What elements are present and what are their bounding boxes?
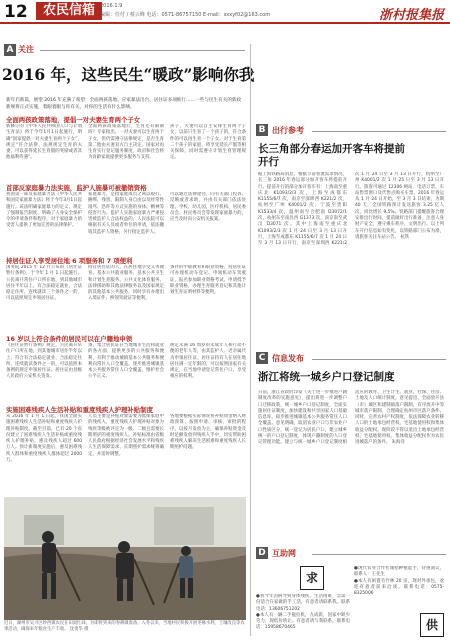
photo-caption [4, 621, 246, 633]
list-item: ●我今年因病导致身体残疾，生活困难，急需一份适合在家做的手工活，有意者请联系我。联系电话：13606751202 [256, 594, 350, 612]
section-title: 农民信箱 [36, 2, 102, 20]
article-text: 家庭暴力，是指家庭成员之间以殴打、捆绑、残害、限制人身自由以及经常性谩骂、恐吓等方式实施的身体、精神等侵害行为。监护人实施家庭暴力严重侵害被监护人合法权益的，人民法院可以根据有关人员或者单位的申请，依法撤销其监护人资格，另行指定监护人。 [88, 192, 164, 235]
masthead-logo: 浙村报集报 [378, 8, 444, 23]
issue-date: 2016.1.9 [100, 3, 123, 9]
section-tag-a: A [4, 44, 16, 56]
article-text: 规定未满 16 周岁的未成年人和行动不便的老年人等，由其监护人、近亲属代为申领居住证。居住证持有人在居住地居住满一定年限的，可以按照国家有关规定，在当地申请登记常住户口，享受相应的权利。 [170, 343, 246, 380]
article-text: 我国第一部反家庭暴力法《中华人民共和国反家庭暴力法》将于今年3月1日起施行。该法明确家庭暴力的定义，规定了强制报告制度，明确了人身安全保护令的申请条件和程序，对于家庭暴力的受害人提供了更加完善的法律保护。 [6, 192, 82, 229]
article-text: 新修订的《中华人民共和国人口与计划生育法》将于今年1月1日起施行，明确“国家提倡一对夫妻生育两个子女”，规定“符合法律、法规规定生育的夫妻，可以获得延长生育假的奖励或者其他福利待遇”。 [6, 124, 82, 161]
subhead-apply-age: 16 岁以上符合条件的居民可以在户籍地申领 [6, 335, 133, 343]
article-body-c: 日前，浙江省政府印发《关于进一步推进户籍制度改革的实施意见》，提出将进一步调整户口迁移政策，统一城乡户口登记制度，全面实施居住证制度，加快建设和共享国家人口基础信息库，稳步推进城镇基本公共服务常住人口全覆盖。意见明确，取消农业户口与非农业户口性质区分，统一登记为居民户口，建立城乡统一的户口登记制度，体现户籍制度的人口登记管理功能。建立与统一城乡户口登记制度相适应的教育、卫生计生、就业、社保、住房、土地及人口统计制度。意见提出，全面放开县（市）城区和建制镇落户限制，有序放开中等城市落户限制，合理确定杭州市区落户条件。同时，完善农村产权制度，依法保障农业转移人口的土地承包经营权、宅基地使用权和集体收益分配权，现阶段不得以退出土地承包经营权、宅基地使用权、集体收益分配权作为农民进城落户的条件。 [258, 390, 444, 446]
article-author-b: 杭铁 [400, 234, 410, 240]
divider [40, 50, 245, 51]
seek-badge: 求 [300, 566, 324, 590]
list-item: ●本人有闲置毛竹林 20 亩，现对外承包，欢迎有意者前来洽谈。联系电话：0575-8325006 [354, 578, 444, 597]
section-label-c: 信息发布 [272, 354, 304, 363]
article-text: 《居住证暂行条例》规定，公民离开常住户口所在地，到其他城市居住半年以上，符合有合法稳定就业、合法稳定住所、连续就读条件之一的，可以依照本条例的规定申领居住证。居住证由县级人民政府公安机关签发。 [6, 343, 82, 380]
subhead-domestic-violence-law: 首部反家庭暴力法实施，监护人施暴可被撤销资格 [6, 184, 147, 192]
section-tag-b: B [256, 124, 268, 136]
section-label-d: 互助网 [272, 549, 296, 558]
article-text: 从 2016 年 1 月 1 日起，我国全面实施困难残疾人生活补贴和重度残疾人护理补贴制度。截至目前，已有 20 个省份建立了困难残疾人生活补贴或重度残疾人护理补贴，惠及残疾人超过 600 万人。预计新制度实施后，惠及困难残疾人群体和重度残疾人群体超过 2000 万。 [6, 414, 82, 464]
photographer-credit: 沈勇华 摄 [69, 627, 89, 632]
section-tag-d: D [256, 547, 268, 559]
article-text: 条，集合居民证在当地城市生活和就业的各方面，提供更多的公共服务和便利，有利于推动城镇基本公共服务和便利向常住人口全覆盖，逐步推进城镇基本公共服务常住人口全覆盖，维护社会公平正义。 [88, 343, 164, 380]
list-item: ●本人有一辆二手拖拉机，九成新，因家中缺少劳力，现低价转让。有意者请与我联系。联系电话：15958670465 [256, 612, 350, 631]
article-text: 条件的中职教育和职业资格，持居住证可办理机动车登记、申领机动车驾驶证，报名参加职业资格考试、申请授予职业资格，办理生育服务登记和其他计划生育证明材料等便利。 [170, 265, 246, 296]
subhead-residence-permit: 持居住证人享受居住地 6 项服务和 7 项便利 [6, 257, 133, 265]
section-label-a: 关注 [18, 45, 34, 54]
intro-paragraph: 新年启新篇，展望 2016 年充满了希望：全面两孩落地、应家暴法出台、居住证多项推行……一些与民生有关的新政新规将正式实施，着眼着眼与你有关，对你的生活有什么影响。 [6, 98, 242, 110]
section-label-b: 出行参考 [272, 126, 304, 135]
article-headline-b: 长三角部分春运加开客车将提前开行 [258, 143, 405, 168]
article-text: 孩子，夫妻可以自主安排生育两个子女，以前只生育了一个孩子的，符合条件的可以再生育一个子女。对于生育第二个孩子的家庭，将享受延长产假等相关保障，同时需遵守计划生育管理规定。 [170, 124, 246, 161]
section-tag-c: C [256, 352, 268, 364]
column-divider [250, 44, 251, 636]
divider [312, 554, 446, 555]
offer-badge: 供 [420, 613, 444, 637]
article-author-c: 朱海洋 [391, 440, 405, 446]
article-text: 全面两孩政策落地后，生育还有限制吗？专家指出，一对夫妻可以生育两个子女，但仍需遵守法律规定，是否生育第二胎由夫妻双方自主决定。国家对再生育实行登记服务制度，政府和社会将为育龄家庭提供更多服务与支持。 [88, 124, 164, 161]
page-header [0, 0, 450, 24]
article-headline-c: 浙江将统一城乡户口登记制度 [258, 371, 395, 383]
article-text: 各地要根据实际情况将补贴资金纳入财政预算，按照申请、审核、审批的程序，以按月发放为主，确保补贴资金及时足额发放到残疾人手中，切实帮助困难残疾人解决生活困难和重度残疾人长期照护问题。 [170, 414, 246, 451]
article-text: 可以通过法律途径，向有关部门投诉、反映或者求助，并由有关部门依法处理。学校、幼儿园、医疗机构、居民委员会、村民委员会等发现家庭暴力的，应当及时向公安机关报案。 [170, 192, 246, 223]
subhead-disability-subsidy: 实施困难残疾人生活补贴和重度残疾人护理补贴制度 [6, 406, 153, 414]
article-text-b [258, 172, 444, 348]
article-body-b: 据上海铁路局消息，根据节前客流需求情况，长三角 2016 年春运部分加开客车将提前开行。提前开行的部分加开客车有：上海南至重庆北 K1093/2/3 次，上海至成都东 K1155/6/7 次，南京至深圳西 K221/2 次，杭州至广州 K4001/2 次，宁波至贵阳 K1533/4 次，温州南至合肥南 D3072/1 次，杭州东至南昌西 G1373 次，南京南至武汉 D3071 次。其中上海南至重庆北 K1093/2/3 次 1 月 24 日至 3 月 13 日开行，上海至成都东 K1155/6/7 次 1 月 24 日至 3 月 13 日开行，南京至深圳西 K221/2 次 1 月 24 日至 3 月 13 日开行，杭州至广州 K4001/2 次 1 月 25 日至 3 月 13 日开行。旅客可通过 12306 网站、电话订票、车站售票窗口及代售点购买车票。2016 年春运从 1 月 24 日开始，至 3 月 3 日结束，为期 40 天。全国铁路预计发送旅客 3.25 亿人次，同比增长 9.5%。铁路部门提醒旅客合理安排出行时间，提前做好出行准备，注意人身财产安全，遵守乘车秩序，文明出行。以上列车开行信息如有变化，以铁路部门公布为准，请旅客关注车站公告。 [258, 172, 444, 247]
main-headline: 2016 年，这些民生“暖政”影响你我 [2, 65, 255, 84]
divider [312, 359, 446, 360]
offer-listings [354, 566, 444, 616]
article-text: 持有居住证的人，在居住地享受义务教育、基本公共就业服务、基本公共卫生和计划生育服务、公共文化体育服务、法律援助和其他法律服务以及国家规定的其他基本公共服务，同时享有办理出入境证件、换领驾驶证等便利。 [88, 265, 164, 302]
editor-contact: 编辑：任付 / 蔡云峰 电话：0571-86757150 E-mail：sxxyf02@163.com [100, 12, 271, 18]
farmers-field-illustration [4, 497, 246, 620]
page-number: 12 [4, 2, 28, 22]
seek-listings [256, 594, 350, 636]
article-text: 人员主要是补贴对象需要为低保家庭中的残疾人，重度残疾人护理补贴对象为残疾等级被评定为一级、二级且需要长期照护的重度残疾人。补贴标准由省级人民政府根据经济社会发展水平和残疾人生活保障需求、长期照护需求统筹确定，并适时调整。 [88, 414, 164, 457]
list-item: ●现代农业合作社诚招种植能手，待遇面议，联系人：王先生 [354, 566, 444, 578]
article-text: 国务院 2015 年 12 月公布的《居住证暂行条例》，于今年 1 月 1 日起施行。公民离开常住户口所在地，到其他城市居住半年以上，有合法稳定就业、合法稳定住所、连续就读三个条件之一的，可以依照规定申领居住证。 [6, 265, 82, 302]
subhead-two-child-policy: 全面两孩政策落地，提倡一对夫妻生育两个子女 [6, 116, 141, 124]
divider [312, 131, 446, 132]
article-text-c [258, 390, 444, 540]
caption-text: 近日，湖州市吴兴区妙西镇农民在田间忙碌，为即将到来的春耕做准备。入冬以来，当地村民积极开展冬修水利、土壤改良等农事活动，确保来年粮食生产丰收。 [4, 621, 245, 632]
news-photo [4, 497, 246, 620]
